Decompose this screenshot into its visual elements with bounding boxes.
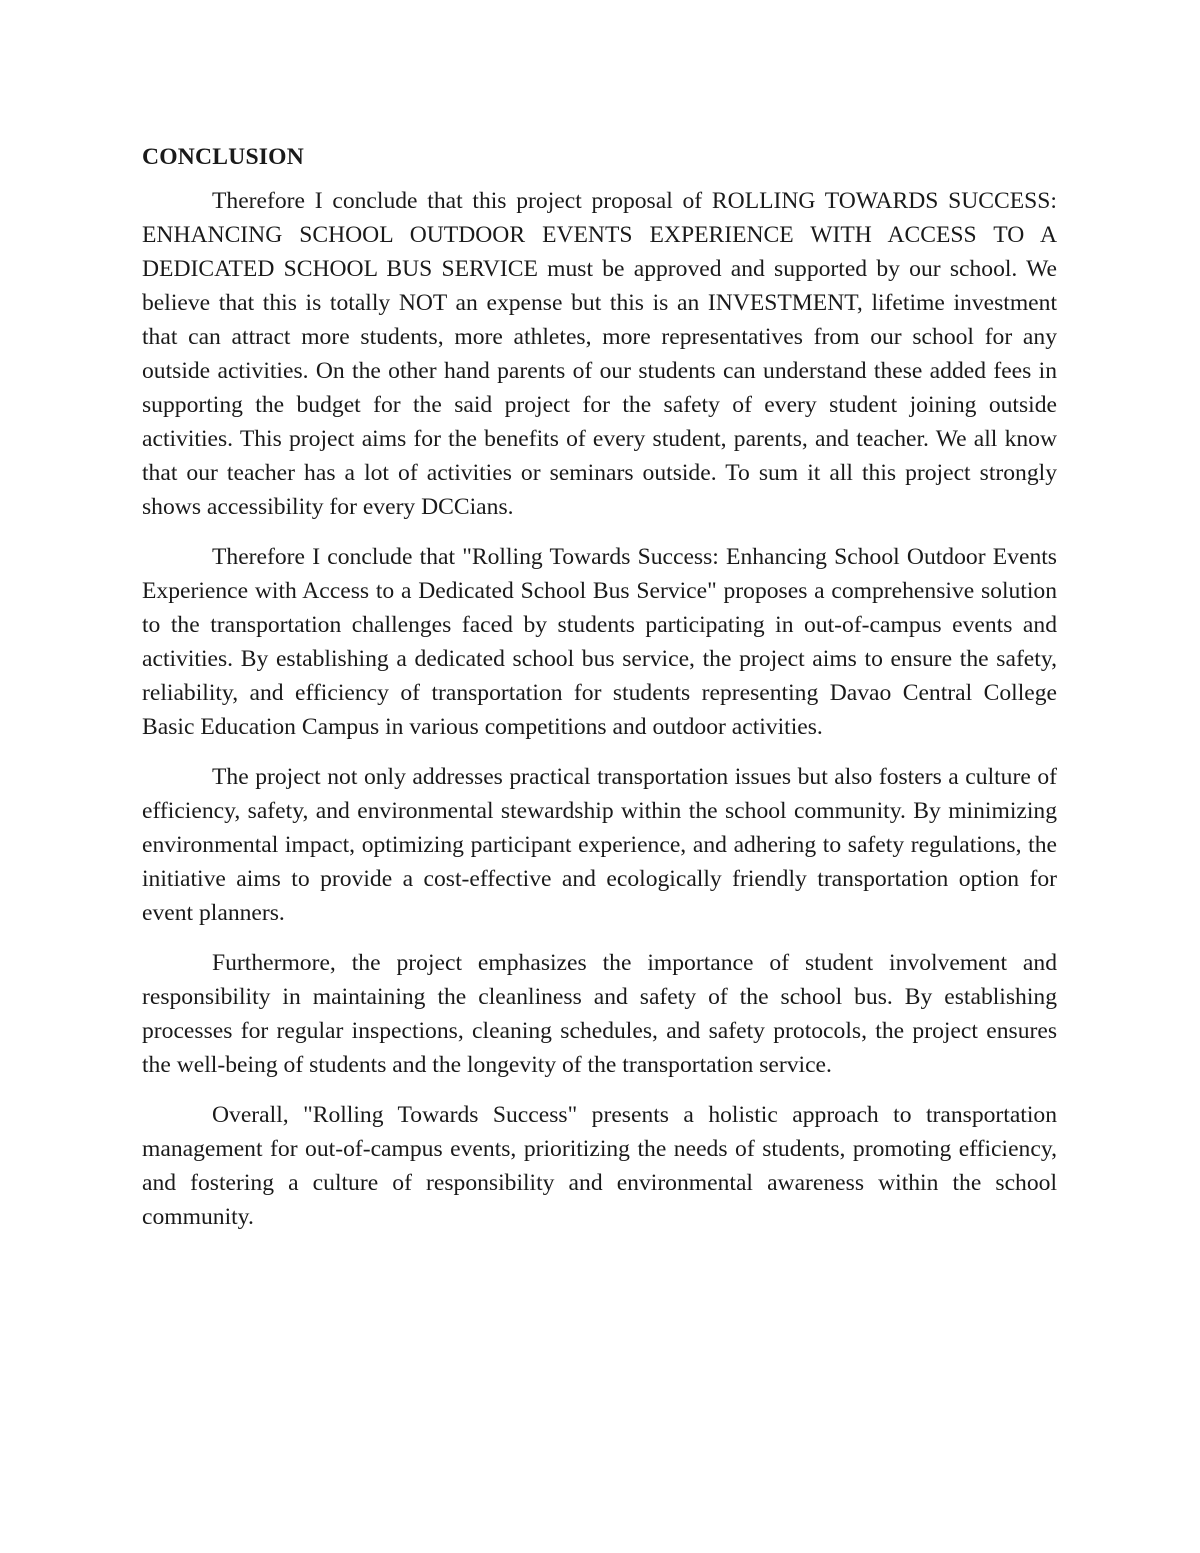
- document-body: [142, 140, 1057, 1250]
- paragraph-practical-issues: The project not only addresses practical transportation issues but also fosters a culture of efficiency, safety, and environmental stewardship within the school community. By minimizing environmental impact, optimizing participant experience, and adhering to safety regulations, the initiative aims to provide a cost-effective and ecologically friendly transportation option for event planners.: [142, 764, 1057, 926]
- paragraph-approval: Therefore I conclude that this project proposal of ROLLING TOWARDS SUCCESS: ENHANCING SCHOOL OUTDOOR EVENTS EXPERIENCE WITH ACCESS TO A DEDICATED SCHOOL BUS SERVICE must be approved and supported by our school. We believe that this is totally NOT an expense but this is an INVESTMENT, lifetime investment that can attract more students, more athletes, more representatives from our school for any outside activities. On the other hand parents of our students can understand these added fees in supporting the budget for the said project for the safety of every student joining outside activities. This project aims for the benefits of every student, parents, and teacher. We all know that our teacher has a lot of activities or seminars outside. To sum it all this project strongly shows accessibility for every DCCians.: [142, 188, 1057, 520]
- paragraph-proposal-summary: Therefore I conclude that "Rolling Towards Success: Enhancing School Outdoor Events Experience with Access to a Dedicated School Bus Service" proposes a comprehensive solution to the transportation challenges faced by students participating in out-of-campus events and activities. By establishing a dedicated school bus service, the project aims to ensure the safety, reliability, and efficiency of transportation for students representing Davao Central College Basic Education Campus in various competitions and outdoor activities.: [142, 544, 1057, 740]
- paragraph-overall: Overall, "Rolling Towards Success" presents a holistic approach to transportation management for out-of-campus events, prioritizing the needs of students, promoting efficiency, and fostering a culture of responsibility and environmental awareness within the school community.: [142, 1102, 1057, 1230]
- paragraph-student-responsibility: Furthermore, the project emphasizes the importance of student involvement and responsibility in maintaining the cleanliness and safety of the school bus. By establishing processes for regular inspections, cleaning schedules, and safety protocols, the project ensures the well-being of students and the longevity of the transportation service.: [142, 950, 1057, 1078]
- section-heading: CONCLUSION: [142, 144, 304, 170]
